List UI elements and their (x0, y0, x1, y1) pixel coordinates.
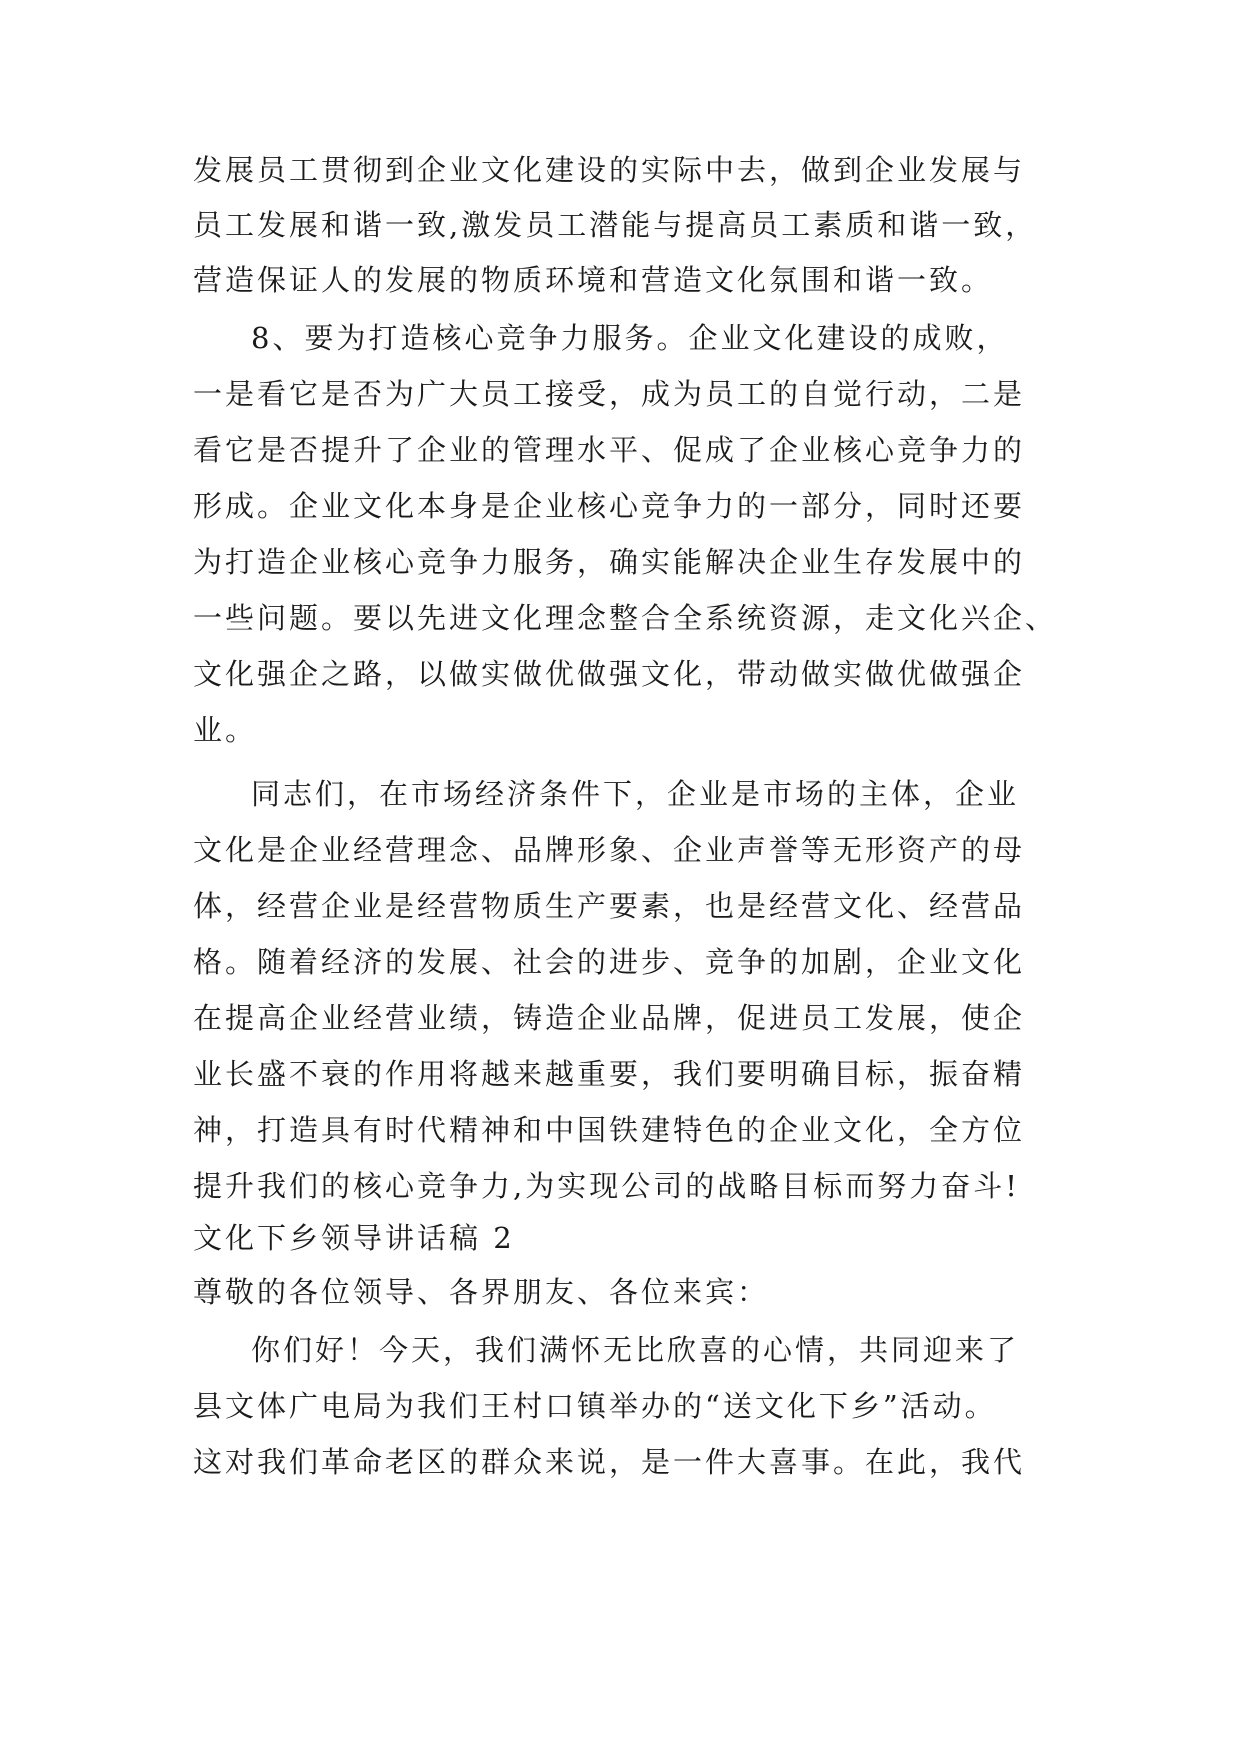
text-line: 文化强企之路，以做实做优做强文化，带动做实做优做强企 (193, 657, 1026, 691)
text-line: 神，打造具有时代精神和中国铁建特色的企业文化，全方位 (193, 1113, 1026, 1147)
text-line: 体，经营企业是经营物质生产要素，也是经营文化、经营品 (193, 889, 1026, 923)
text-line: 形成。企业文化本身是企业核心竞争力的一部分，同时还要 (193, 489, 1026, 523)
text-line: 在提高企业经营业绩，铸造企业品牌，促进员工发展，使企 (193, 1001, 1026, 1035)
text-line: 业长盛不衰的作用将越来越重要，我们要明确目标，振奋精 (193, 1057, 1026, 1091)
text-line: 这对我们革命老区的群众来说，是一件大喜事。在此，我代 (193, 1445, 1026, 1479)
text-line: 同志们，在市场经济条件下，企业是市场的主体，企业 (251, 777, 1020, 811)
salutation: 尊敬的各位领导、各界朋友、各位来宾： (193, 1275, 770, 1309)
text-line: 格。随着经济的发展、社会的进步、竞争的加剧，企业文化 (193, 945, 1026, 979)
text-line: 一是看它是否为广大员工接受，成为员工的自觉行动，二是 (193, 377, 1026, 411)
text-line: 业。 (193, 713, 258, 747)
text-line: 县文体广电局为我们王村口镇举办的“送文化下乡”活动。 (193, 1389, 997, 1423)
text-line: 一些问题。要以先进文化理念整合全系统资源，走文化兴企、 (193, 601, 1058, 635)
text-line: 发展员工贯彻到企业文化建设的实际中去，做到企业发展与 (193, 153, 1026, 187)
section-title: 文化下乡领导讲话稿 2 (193, 1221, 515, 1255)
text-line: 为打造企业核心竞争力服务，确实能解决企业生存发展中的 (193, 545, 1026, 579)
text-line: 看它是否提升了企业的管理水平、促成了企业核心竞争力的 (193, 433, 1026, 467)
text-line: 营造保证人的发展的物质环境和营造文化氛围和谐一致。 (193, 263, 994, 297)
text-line: 提升我们的核心竞争力,为实现公司的战略目标而努力奋斗! (193, 1169, 1020, 1203)
text-line: 你们好！今天，我们满怀无比欣喜的心情，共同迎来了 (251, 1333, 1020, 1367)
text-line: 员工发展和谐一致,激发员工潜能与提高员工素质和谐一致， (193, 208, 1038, 242)
text-line: 文化是企业经营理念、品牌形象、企业声誉等无形资产的母 (193, 833, 1026, 867)
text-line: 8、要为打造核心竞争力服务。企业文化建设的成败， (251, 321, 1009, 355)
